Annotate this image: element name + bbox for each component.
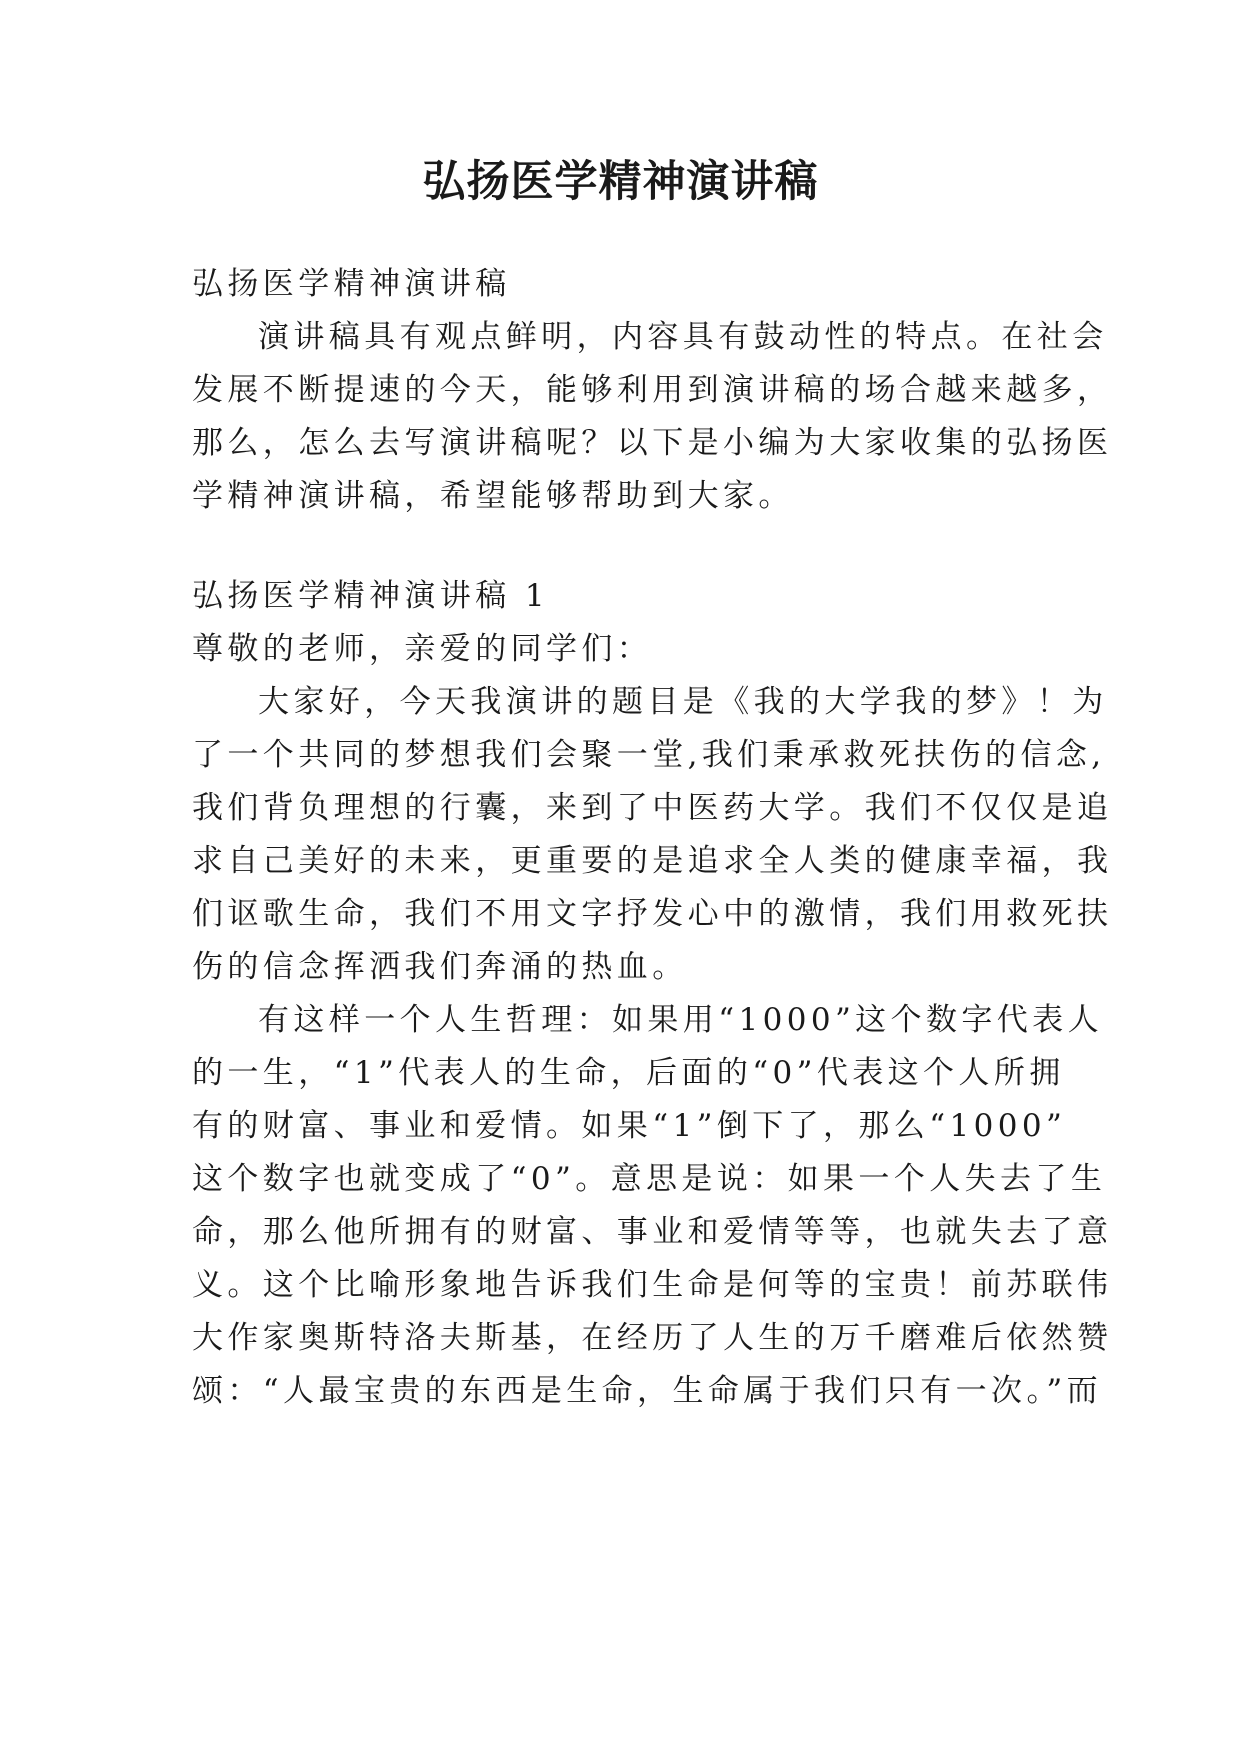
- salutation: 尊敬的老师，亲爱的同学们：: [192, 631, 653, 667]
- paragraph-line: 有的财富、事业和爱情。如果“1”倒下了，那么“1000”: [192, 1108, 1067, 1144]
- paragraph-line: 那么，怎么去写演讲稿呢？以下是小编为大家收集的弘扬医: [192, 425, 1113, 461]
- paragraph-line: 义。这个比喻形象地告诉我们生命是何等的宝贵！前苏联伟: [192, 1267, 1113, 1303]
- paragraph-line: 发展不断提速的今天，能够利用到演讲稿的场合越来越多，: [192, 372, 1113, 408]
- paragraph-line: 我们背负理想的行囊，来到了中医药大学。我们不仅仅是追: [192, 790, 1113, 826]
- paragraph-line: 的一生，“1”代表人的生命，后面的“0”代表这个人所拥: [192, 1055, 1065, 1091]
- paragraph-line: 们讴歌生命，我们不用文字抒发心中的激情，我们用救死扶: [192, 896, 1113, 932]
- document-title: 弘扬医学精神演讲稿: [422, 157, 819, 207]
- paragraph-line: 有这样一个人生哲理：如果用“1000”这个数字代表人: [258, 1002, 1103, 1038]
- paragraph-line: 命，那么他所拥有的财富、事业和爱情等等，也就失去了意: [192, 1214, 1113, 1250]
- section-heading: 弘扬医学精神演讲稿: [192, 266, 511, 302]
- paragraph-line: 大家好，今天我演讲的题目是《我的大学我的梦》！为: [258, 684, 1108, 720]
- paragraph-line: 颂：“人最宝贵的东西是生命，生命属于我们只有一次。”而: [192, 1373, 1102, 1409]
- paragraph-line: 伤的信念挥洒我们奔涌的热血。: [192, 949, 688, 985]
- paragraph-line: 大作家奥斯特洛夫斯基，在经历了人生的万千磨难后依然赞: [192, 1320, 1113, 1356]
- section-heading: 弘扬医学精神演讲稿 1: [192, 578, 549, 614]
- paragraph-line: 演讲稿具有观点鲜明，内容具有鼓动性的特点。在社会: [258, 319, 1108, 355]
- paragraph-line: 这个数字也就变成了“0”。意思是说：如果一个人失去了生: [192, 1161, 1107, 1197]
- paragraph-line: 了一个共同的梦想我们会聚一堂,我们秉承救死扶伤的信念,: [192, 737, 1106, 773]
- paragraph-line: 学精神演讲稿，希望能够帮助到大家。: [192, 478, 794, 514]
- paragraph-line: 求自己美好的未来，更重要的是追求全人类的健康幸福，我: [192, 843, 1113, 879]
